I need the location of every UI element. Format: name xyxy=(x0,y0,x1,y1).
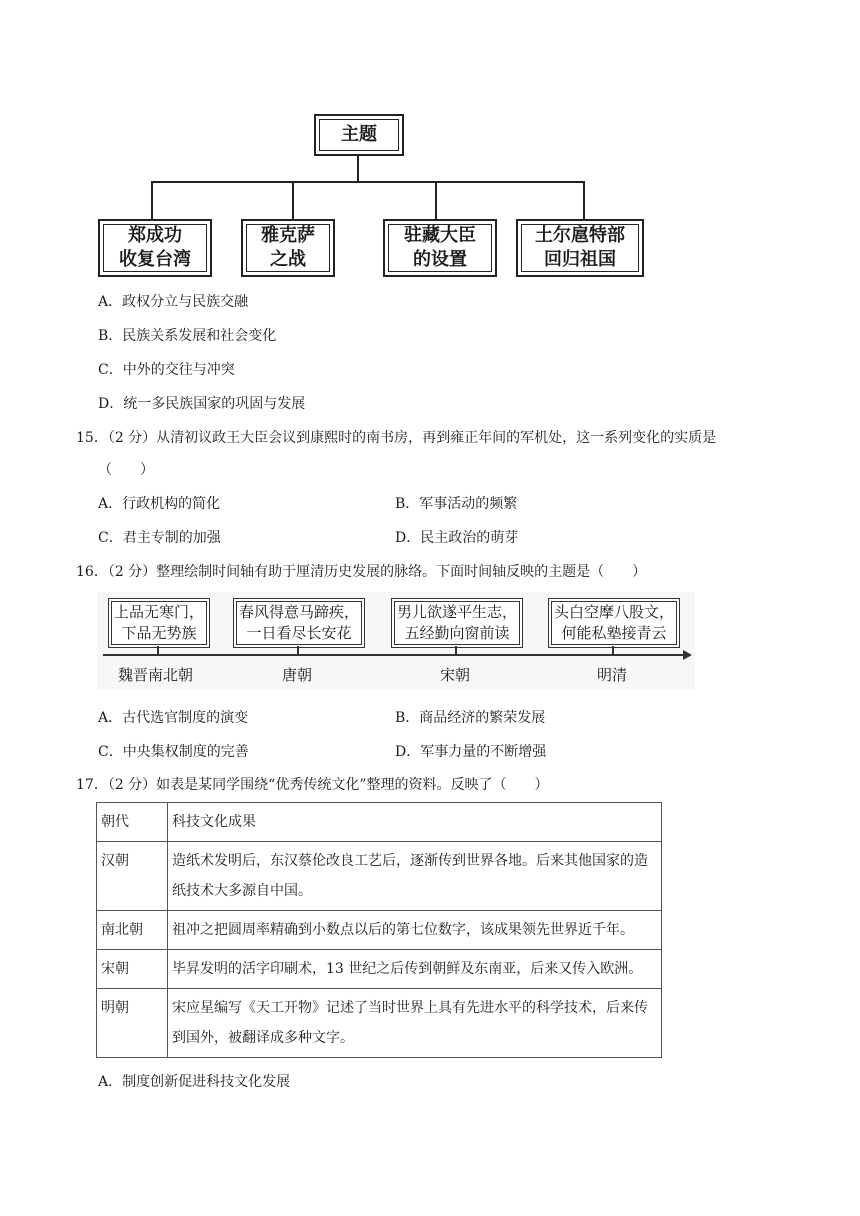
diagram-child-box xyxy=(383,219,497,277)
table-cell-achievement: 祖冲之把圆周率精确到小数点以后的第七位数字，该成果领先世界近千年。 xyxy=(168,911,662,950)
diagram-root-box xyxy=(314,114,404,156)
table-header-cell: 朝代 xyxy=(97,803,168,842)
q15-option-c[interactable]: C．君主专制的加强 xyxy=(98,530,221,546)
q14-option-b[interactable]: B．民族关系发展和社会变化 xyxy=(98,328,277,344)
timeline-tick xyxy=(297,646,299,655)
q16-option-b[interactable]: B．商品经济的繁荣发展 xyxy=(395,710,546,726)
timeline-tick xyxy=(157,646,159,655)
timeline-period: 明清 xyxy=(597,666,628,684)
table-cell-achievement: 宋应星编写《天工开物》记述了当时世界上具有先进水平的科学技术，后来传到国外，被翻译成多种文字。 xyxy=(168,989,662,1058)
table-cell-dynasty: 南北朝 xyxy=(97,911,168,950)
q14-option-c[interactable]: C．中外的交往与冲突 xyxy=(98,362,235,378)
table-cell-achievement: 毕昇发明的活字印刷术，13 世纪之后传到朝鲜及东南亚，后来又传入欧洲。 xyxy=(168,950,662,989)
diagram-child-label: 雅克萨 之战 xyxy=(261,225,315,270)
diagram-connector xyxy=(357,154,359,182)
timeline-period: 魏晋南北朝 xyxy=(118,666,194,684)
timeline-quote: 春风得意马蹄疾， 一日看尽长安花 xyxy=(238,603,359,642)
timeline-tick xyxy=(612,646,614,655)
timeline-quote: 男儿欲遂平生志， 五经勤向窗前读 xyxy=(396,603,517,642)
q16-stem: 16．（2 分）整理绘制时间轴有助于厘清历史发展的脉络。下面时间轴反映的主题是（ ） xyxy=(76,564,647,580)
timeline-quote: 头白空摩八股文， 何能私塾接青云 xyxy=(553,603,674,642)
diagram-child-box xyxy=(516,219,644,277)
diagram-child-box xyxy=(241,219,335,277)
table-row xyxy=(97,950,662,989)
table-row xyxy=(97,911,662,950)
table-cell-dynasty: 汉朝 xyxy=(97,842,168,911)
diagram-connector xyxy=(151,181,153,221)
diagram-child-label: 驻藏大臣 的设置 xyxy=(404,225,476,270)
timeline-axis xyxy=(103,654,685,656)
diagram-root-label: 主题 xyxy=(341,124,377,145)
diagram-child-box xyxy=(98,219,212,277)
timeline-quote-box xyxy=(233,598,365,648)
table-cell-achievement: 造纸术发明后，东汉蔡伦改良工艺后，逐渐传到世界各地。后来其他国家的造纸技术大多源自中国。 xyxy=(168,842,662,911)
diagram-connector xyxy=(435,181,437,221)
q16-option-c[interactable]: C．中央集权制度的完善 xyxy=(98,744,249,760)
q14-option-a[interactable]: A．政权分立与民族交融 xyxy=(98,294,249,310)
diagram-connector xyxy=(292,181,294,221)
table-header-row xyxy=(97,803,662,842)
timeline-period: 宋朝 xyxy=(440,666,471,684)
timeline-tick xyxy=(455,646,457,655)
diagram-child-label: 土尔扈特部 回归祖国 xyxy=(535,225,625,270)
q15-answer-bracket[interactable]: （ ） xyxy=(98,462,154,478)
timeline-quote-box xyxy=(391,598,523,648)
timeline-period: 唐朝 xyxy=(282,666,313,684)
diagram-connector xyxy=(151,181,585,183)
q15-option-a[interactable]: A．行政机构的简化 xyxy=(98,496,221,512)
q17-option-a[interactable]: A．制度创新促进科技文化发展 xyxy=(98,1074,291,1090)
table-row xyxy=(97,989,662,1058)
diagram-connector xyxy=(583,181,585,221)
diagram-child-label: 郑成功 收复台湾 xyxy=(119,225,191,270)
culture-achievements-table xyxy=(96,802,662,1058)
table-header-cell: 科技文化成果 xyxy=(168,803,662,842)
q15-option-b[interactable]: B．军事活动的频繁 xyxy=(395,496,518,512)
q15-option-d[interactable]: D．民主政治的萌芽 xyxy=(395,530,519,546)
table-row xyxy=(97,842,662,911)
q14-option-d[interactable]: D．统一多民族国家的巩固与发展 xyxy=(98,396,306,412)
q16-option-d[interactable]: D．军事力量的不断增强 xyxy=(395,744,547,760)
q17-stem: 17．（2 分）如表是某同学围绕“优秀传统文化”整理的资料。反映了（ ） xyxy=(76,777,549,793)
q15-stem: 15．（2 分）从清初议政王大臣会议到康熙时的南书房，再到雍正年间的军机处，这一系列变化的实质是 xyxy=(76,430,717,446)
timeline-quote: 上品无寒门， 下品无势族 xyxy=(113,603,204,642)
timeline-quote-box xyxy=(108,598,210,648)
table-cell-dynasty: 明朝 xyxy=(97,989,168,1058)
timeline-arrow-icon xyxy=(683,650,692,660)
table-cell-dynasty: 宋朝 xyxy=(97,950,168,989)
timeline-quote-box xyxy=(548,598,680,648)
q16-option-a[interactable]: A．古代选官制度的演变 xyxy=(98,710,249,726)
